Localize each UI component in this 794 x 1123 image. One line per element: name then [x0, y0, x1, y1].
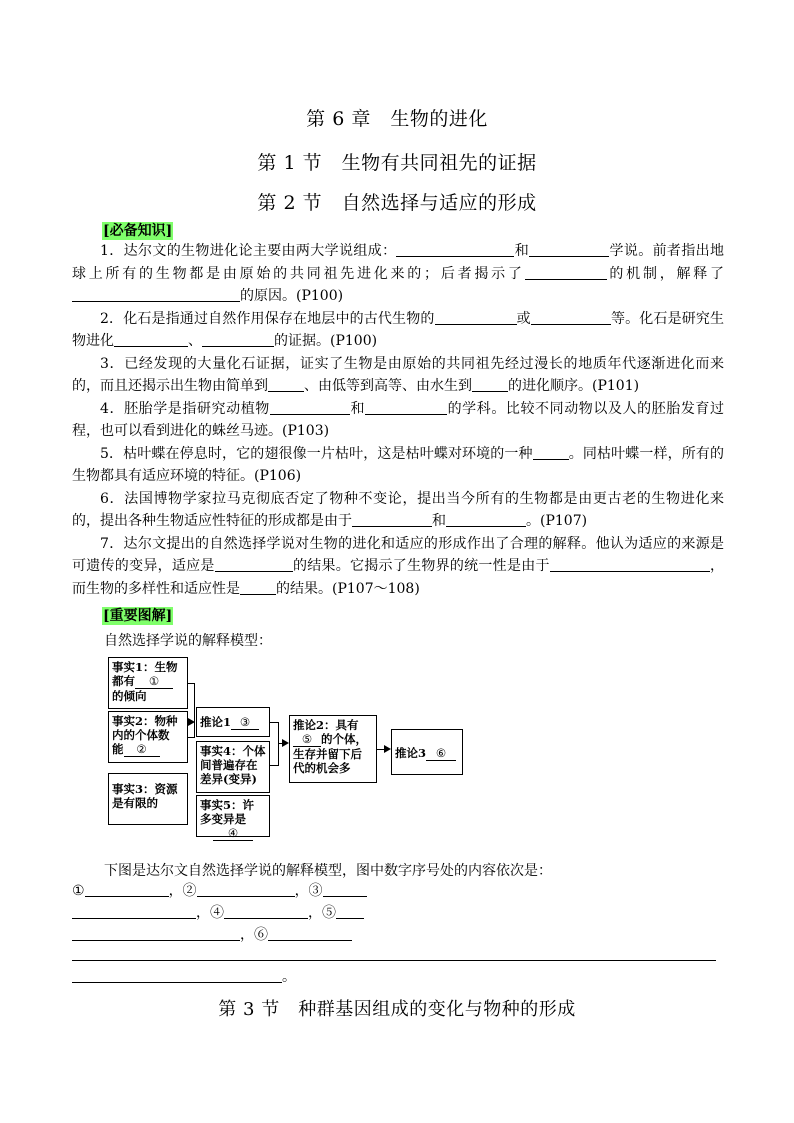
connector-line: [278, 743, 283, 744]
inference-1-box: 推论1 ③: [196, 707, 270, 737]
arrow-icon: [282, 739, 289, 747]
item-7: 7．达尔文提出的自然选择学说对生物的进化和适应的形成作出了合理的解释。他认为适应的来源是可遗传的变异，适应是 的结果。它揭示了生物界的统一性是由于 ，而生物的多样性和适应性是 的结果。(P107～108): [72, 535, 725, 597]
answer-blank-3-cont[interactable]: [72, 904, 196, 919]
blank[interactable]: [590, 557, 710, 572]
item-4: 4．胚胎学是指研究动植物 和 的学科。比较不同动物以及人的胚胎发育过程，也可以看到进化的蛛丝马迹。(P103): [72, 400, 724, 439]
blank[interactable]: [446, 512, 526, 527]
fact-1-box: 事实1：生物 都有 ① 的倾向: [108, 657, 188, 709]
blank[interactable]: [472, 377, 508, 392]
blank[interactable]: [550, 557, 590, 572]
fact-5-box: 事实5：许 多变异是 ④: [196, 795, 270, 837]
key-diagram-tag: [重要图解]: [103, 608, 173, 624]
answer-line-full[interactable]: [72, 960, 716, 961]
inference-3-box: 推论3 ⑥: [391, 729, 463, 775]
fact-4-box: 事实4：个体 间普遍存在 差异(变异): [196, 741, 270, 793]
fact-2-box: 事实2：物种 内的个体数 能 ②: [108, 711, 188, 763]
answer-blank-5-cont[interactable]: [72, 926, 240, 941]
blank[interactable]: [396, 242, 514, 257]
blank[interactable]: [435, 310, 517, 325]
arrow-icon: [188, 718, 195, 726]
chapter-title: 第 6 章 生物的进化: [306, 108, 488, 130]
diagram-number-1: ①: [135, 674, 173, 689]
essential-knowledge-tag: [必备知识]: [103, 223, 173, 239]
blank[interactable]: [270, 400, 350, 415]
connector-line: [194, 683, 195, 738]
item-5: 5．枯叶蝶在停息时，它的翅很像一片枯叶，这是枯叶蝶对环境的一种 。同枯叶蝶一样，所有的生物都具有适应环境的特征。(P106): [72, 445, 725, 484]
diagram-number-6: ⑥: [426, 746, 456, 761]
arrow-icon: [384, 745, 391, 753]
answer-blank-6-cont[interactable]: [72, 968, 282, 983]
answer-line-3: ，⑥: [72, 924, 352, 946]
connector-line: [270, 765, 278, 766]
diagram-number-2: ②: [124, 742, 160, 757]
diagram-number-4: ④: [213, 826, 253, 841]
connector-line: [278, 722, 279, 766]
blank[interactable]: [531, 310, 611, 325]
answer-blank-4[interactable]: [224, 904, 308, 919]
item-3: 3．已经发现的大量化石证据，证实了生物是由原始的共同祖先经过漫长的地质年代逐渐进化而来的，而且还揭示出生物由简单到 、由低等到高等、由水生到 的进化顺序。(P101): [72, 355, 724, 394]
blank[interactable]: [240, 580, 276, 595]
answer-blank-3[interactable]: [323, 882, 367, 897]
blank[interactable]: [114, 332, 188, 347]
natural-selection-diagram: [106, 655, 466, 840]
diagram-question: 下图是达尔文自然选择学说的解释模型，图中数字序号处的内容依次是：: [104, 863, 552, 879]
fact-3-box: 事实3：资源 是有限的: [108, 773, 188, 825]
item-6: 6．法国博物学家拉马克彻底否定了物种不变论，提出当今所有的生物都是由更古老的生物进化来的，提出各种生物适应性特征的形成都是由于 和 。(P107): [72, 490, 724, 529]
blank[interactable]: [533, 445, 569, 460]
knowledge-items: [72, 240, 724, 600]
item-2: 2．化石是指通过自然作用保存在地层中的古代生物的 或 等。化石是研究生物进化 、 的证据。(P100): [72, 310, 725, 349]
answer-line-5: 。: [72, 966, 296, 988]
section-3-title: 第 3 节 种群基因组成的变化与物种的形成: [218, 999, 576, 1020]
answer-blank-2[interactable]: [197, 882, 295, 897]
blank[interactable]: [202, 332, 274, 347]
item-1: 1．达尔文的生物进化论主要由两大学说组成： 和 学说。前者指出地球上所有的生物都是由原始的共同祖先进化来的；后者揭示了 的机制，解释了的原因。(P100): [72, 243, 725, 304]
connector-line: [270, 722, 278, 723]
inference-2-box: 推论2：具有 ⑤ 的个体， 生存并留下后 代的机会多: [289, 715, 377, 783]
section-1-title: 第 1 节 生物有共同祖先的证据: [257, 152, 537, 174]
answer-blank-6[interactable]: [268, 926, 352, 941]
diagram-number-5: ⑤: [293, 732, 321, 747]
answer-blank-5[interactable]: [336, 904, 364, 919]
blank[interactable]: [529, 242, 609, 257]
blank[interactable]: [525, 265, 607, 280]
answer-line-1: ① ，② ，③: [72, 880, 367, 902]
blank[interactable]: [268, 377, 304, 392]
blank[interactable]: [352, 512, 432, 527]
blank[interactable]: [72, 287, 240, 302]
answer-blank-1[interactable]: [85, 882, 169, 897]
blank[interactable]: [215, 557, 293, 572]
model-label: 自然选择学说的解释模型：: [104, 633, 272, 649]
diagram-number-3: ③: [231, 715, 259, 730]
section-2-title: 第 2 节 自然选择与适应的形成: [257, 192, 537, 214]
blank[interactable]: [365, 400, 447, 415]
answer-line-2: ，④ ，⑤: [72, 902, 364, 924]
